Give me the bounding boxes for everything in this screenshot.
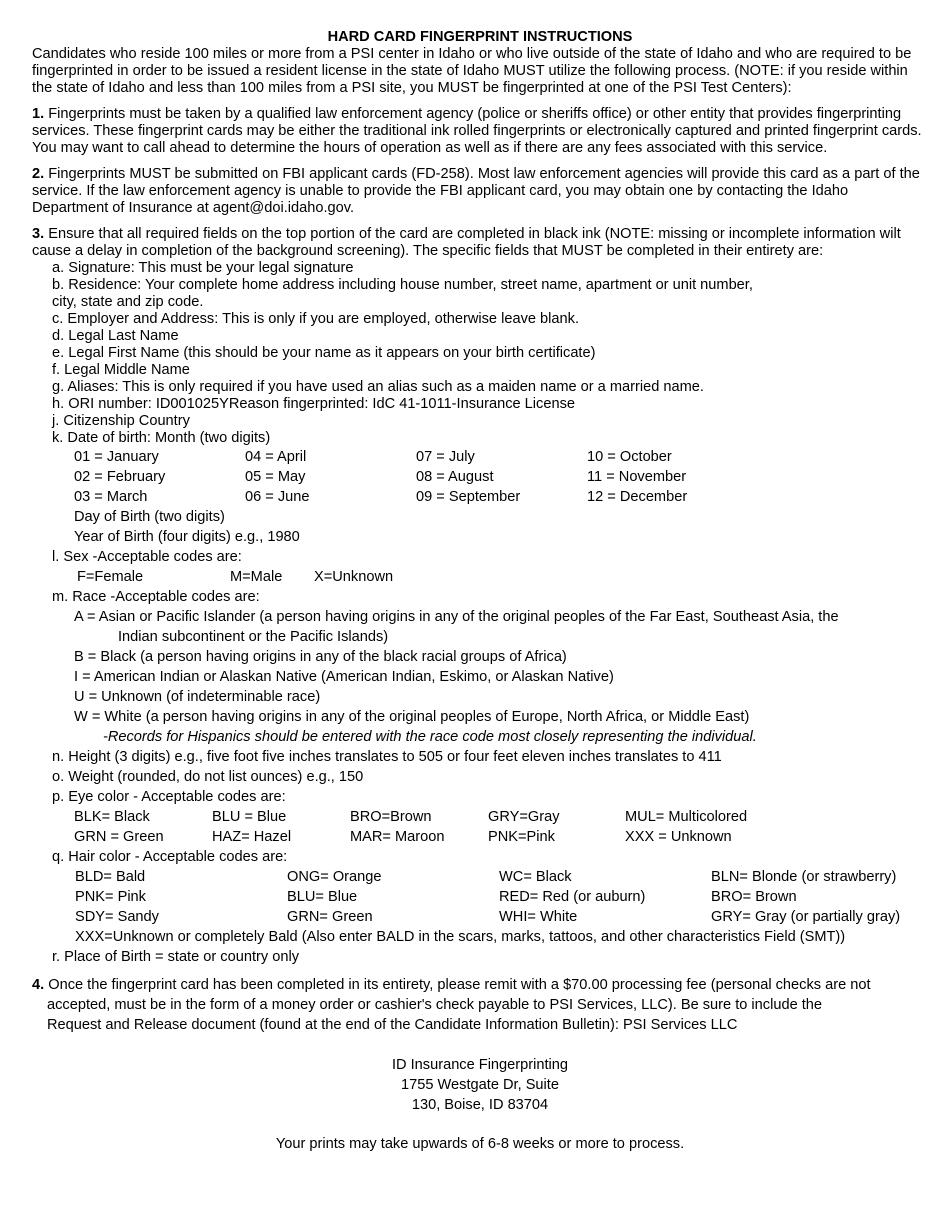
- race-codes: [32, 607, 928, 747]
- field-k: k. Date of birth: Month (two digits): [52, 430, 271, 446]
- step-text: Fingerprints must be taken by a qualified law enforcement agency (police or sheriffs office) or other entity that provides fingerprinting services. These fingerprint cards may be either the traditional ink rolled fingerprints or electronically captured and printed fingerprint cards. You may want to call ahead to determine the hours of operation as well as if there are any fees associated with this service.: [32, 106, 922, 156]
- field-e: e. Legal First Name (this should be your name as it appears on your birth certificate): [52, 345, 596, 361]
- month-code: 08 = August: [416, 469, 494, 485]
- hair-code: WHI= White: [499, 909, 578, 925]
- eye-code: BLU = Blue: [212, 809, 287, 825]
- field-m: m. Race -Acceptable codes are:: [52, 589, 260, 605]
- page-title: HARD CARD FINGERPRINT INSTRUCTIONS: [327, 29, 633, 45]
- eye-code: BRO=Brown: [350, 809, 432, 825]
- race-a-cont: Indian subcontinent or the Pacific Islands): [118, 629, 389, 645]
- month-code: 12 = December: [587, 489, 688, 505]
- step-text-line2: accepted, must be in the form of a money order or cashier's check payable to PSI Services, LLC). Be sure to include the: [47, 997, 823, 1013]
- field-d: d. Legal Last Name: [52, 328, 179, 344]
- hair-code: WC= Black: [499, 869, 572, 885]
- race-i: I = American Indian or Alaskan Native (American Indian, Eskimo, or Alaskan Native): [74, 669, 614, 685]
- hair-code: SDY= Sandy: [75, 909, 159, 925]
- field-c: c. Employer and Address: This is only if you are employed, otherwise leave blank.: [52, 311, 579, 327]
- field-a: a. Signature: This must be your legal signature: [52, 260, 354, 276]
- year-of-birth: Year of Birth (four digits) e.g., 1980: [74, 529, 300, 545]
- step-text-line3: Request and Release document (found at the end of the Candidate Information Bulletin): PSI Services LLC: [47, 1017, 738, 1033]
- address-line: 130, Boise, ID 83704: [411, 1097, 549, 1113]
- field-p: p. Eye color - Acceptable codes are:: [52, 789, 286, 805]
- race-w: W = White (a person having origins in any of the original peoples of Europe, North Africa, or Middle East): [74, 709, 750, 725]
- race-u: U = Unknown (of indeterminable race): [74, 689, 321, 705]
- sex-code: X=Unknown: [314, 569, 394, 585]
- field-j: j. Citizenship Country: [52, 413, 190, 429]
- field-q: q. Hair color - Acceptable codes are:: [52, 849, 288, 865]
- sex-code: F=Female: [77, 569, 144, 585]
- hair-codes-table: [75, 867, 928, 927]
- field-b: b. Residence: Your complete home address including house number, street name, apartment or unit number,: [52, 277, 753, 293]
- document-page: [32, 29, 928, 1153]
- month-code: 11 = November: [587, 469, 687, 485]
- step-number: 1.: [32, 106, 45, 122]
- hair-code: BLD= Bald: [75, 869, 146, 885]
- step-text-line1: Once the fingerprint card has been completed in its entirety, please remit with a $70.00 processing fee (personal checks are not: [48, 977, 871, 993]
- field-g: g. Aliases: This is only required if you have used an alias such as a maiden name or a married name.: [52, 379, 704, 395]
- month-code: 05 = May: [245, 469, 306, 485]
- hair-code: BLN= Blonde (or strawberry): [711, 869, 897, 885]
- month-code: 01 = January: [74, 449, 159, 465]
- step-1: [32, 106, 928, 157]
- field-h: h. ORI number: ID001025YReason fingerprinted: IdC 41-1011-Insurance License: [52, 396, 575, 412]
- month-code: 09 = September: [416, 489, 521, 505]
- step-text: Fingerprints MUST be submitted on FBI applicant cards (FD-258). Most law enforcement agencies will provide this card as a part of the service. If the law enforcement agency is unable to provide the FBI applicant card, you may obtain one by contacting the Idaho Department of Insurance at agent@doi.idaho.gov.: [32, 166, 920, 216]
- hair-code-xxx: XXX=Unknown or completely Bald (Also enter BALD in the scars, marks, tattoos, and other characteristics Field (SMT)): [75, 929, 846, 945]
- field-l: l. Sex -Acceptable codes are:: [52, 549, 242, 565]
- hair-code: BLU= Blue: [287, 889, 358, 905]
- mailing-address: [32, 1055, 928, 1115]
- field-r: r. Place of Birth = state or country only: [52, 949, 299, 965]
- hair-code: RED= Red (or auburn): [499, 889, 646, 905]
- step-2: [32, 166, 928, 217]
- month-code: 10 = October: [587, 449, 672, 465]
- eye-code: GRN = Green: [74, 829, 164, 845]
- address-line: ID Insurance Fingerprinting: [391, 1057, 569, 1073]
- address-line: 1755 Westgate Dr, Suite: [401, 1077, 559, 1093]
- hair-code: GRY= Gray (or partially gray): [711, 909, 901, 925]
- step-3: [32, 226, 928, 260]
- intro-paragraph: Candidates who reside 100 miles or more from a PSI center in Idaho or who live outside of the state of Idaho and who are required to be fingerprinted in order to be issued a resident license in the state of Idaho MUST utilize the following process. (NOTE: if you reside within the state of Idaho and less than 100 miles from a PSI site, you MUST be fingerprinted at one of the PSI Test Centers):: [32, 46, 912, 96]
- day-of-birth: Day of Birth (two digits): [74, 509, 225, 525]
- sex-codes: [77, 567, 928, 587]
- eye-code: BLK= Black: [74, 809, 150, 825]
- hair-code: ONG= Orange: [287, 869, 382, 885]
- field-n: n. Height (3 digits) e.g., five foot five inches translates to 505 or four feet eleven inches translates to 411: [52, 749, 722, 765]
- eye-codes-table: [74, 807, 928, 847]
- eye-code: HAZ= Hazel: [212, 829, 292, 845]
- required-fields-list: [32, 260, 928, 447]
- month-code: 02 = February: [74, 469, 166, 485]
- step-4: [32, 975, 928, 1035]
- step-text: Ensure that all required fields on the top portion of the card are completed in black ink (NOTE: missing or incomplete information wilt cause a delay in completion of the background screening). The specific fields that MUST be completed in their entirety are:: [32, 226, 901, 259]
- hair-code: GRN= Green: [287, 909, 373, 925]
- month-code: 06 = June: [245, 489, 310, 505]
- field-f: f. Legal Middle Name: [52, 362, 190, 378]
- eye-code: MAR= Maroon: [350, 829, 445, 845]
- hair-code: BRO= Brown: [711, 889, 797, 905]
- step-number: 4.: [32, 977, 45, 993]
- field-o: o. Weight (rounded, do not list ounces) e.g., 150: [52, 769, 364, 785]
- eye-code: XXX = Unknown: [625, 829, 732, 845]
- month-codes-table: [74, 447, 928, 507]
- step-number: 3.: [32, 226, 45, 242]
- month-code: 03 = March: [74, 489, 148, 505]
- eye-code: PNK=Pink: [488, 829, 555, 845]
- month-code: 04 = April: [245, 449, 307, 465]
- processing-time-note: Your prints may take upwards of 6-8 weeks or more to process.: [275, 1136, 685, 1152]
- eye-code: GRY=Gray: [488, 809, 560, 825]
- race-a: A = Asian or Pacific Islander (a person having origins in any of the original peoples of the Far East, Southeast Asia, the: [74, 609, 839, 625]
- field-b-cont: city, state and zip code.: [52, 294, 204, 310]
- race-b: B = Black (a person having origins in any of the black racial groups of Africa): [74, 649, 567, 665]
- sex-code: M=Male: [230, 569, 283, 585]
- eye-code: MUL= Multicolored: [625, 809, 748, 825]
- hair-code: PNK= Pink: [75, 889, 146, 905]
- step-number: 2.: [32, 166, 45, 182]
- race-note: -Records for Hispanics should be entered with the race code most closely representing the individual.: [103, 729, 757, 745]
- month-code: 07 = July: [416, 449, 475, 465]
